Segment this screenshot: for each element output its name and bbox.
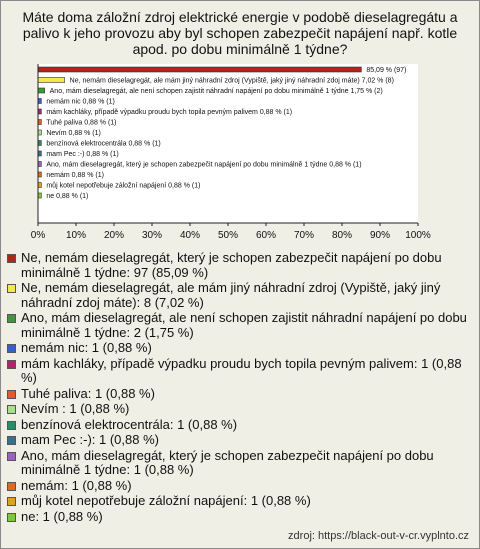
bar [38,162,41,167]
x-tick-label: 40% [179,230,201,241]
bar [38,141,41,146]
legend-label: Ano, mám dieselagregát, který je schopen zabezpečit napájení po dobu minimálně 1 týdne: 1 (0,88 %) [21,447,434,477]
legend-label: nemám nic: 1 (0,88 %) [21,340,152,355]
legend-label: mám kachláky, případě výpadku proudu bych topila pevným palivem: 1 (0,88 %) [21,355,462,385]
legend-swatch [7,405,16,414]
legend-item [7,341,473,356]
legend-label: Nevím : 1 (0,88 %) [21,401,130,416]
bar-label: Tuhé paliva 0,88 % (1) [46,119,117,127]
legend-item [7,433,473,448]
x-tick-label: 100% [405,230,431,241]
bar-label: nemám nic 0,88 % (1) [46,98,115,106]
legend-item [7,387,473,402]
legend-swatch [7,344,16,353]
legend-swatch [7,452,16,461]
legend-swatch [7,360,16,369]
bar-label: Nevím 0,88 % (1) [46,130,101,137]
legend-item [7,510,473,525]
legend-label: nemám: 1 (0,88 %) [21,477,132,493]
bar-label: ne 0,88 % (1) [46,193,89,200]
legend-swatch [7,513,16,522]
legend-item [7,494,473,509]
chart-legend [7,251,473,525]
bar [38,99,41,104]
x-tick-label: 20% [103,230,125,241]
bar-label: mam Pec :-) 0,88 % (1) [46,151,119,158]
legend-label: mam Pec :-): 1 (0,88 %) [21,432,159,447]
bar [38,88,45,93]
legend-swatch [7,254,16,263]
x-tick-label: 60% [255,230,277,241]
legend-label: ne: 1 (0,88 %) [21,508,103,524]
x-tick-label: 90% [369,230,391,241]
bar [38,151,41,156]
legend-swatch [7,482,16,491]
legend-swatch [7,436,16,445]
x-tick-label: 70% [293,230,315,241]
x-tick-label: 10% [65,230,87,241]
legend-item [7,479,473,494]
legend-item [7,357,473,386]
bar [38,120,41,125]
legend-item [7,251,473,280]
bar [38,193,41,198]
source-credit: zdroj: https://black-out-v-cr.vyplnto.cz [288,530,469,542]
legend-swatch [7,421,16,430]
legend-item [7,311,473,340]
legend-swatch [7,390,16,399]
bar-label: Ano, mám dieselagregát, který je schopen zabezpečit napájení po dobu minimálně 1 týdne 0,88 % (1) [46,161,362,169]
bar-label: nemám 0,88 % (1) [46,172,104,179]
bar [38,109,41,114]
x-tick-label: 30% [141,230,163,241]
bar [38,78,65,83]
legend-item [7,418,473,433]
legend-label: benzínová elektrocentrála: 1 (0,88 %) [21,416,238,432]
x-tick-label: 0% [30,230,46,241]
legend-item [7,402,473,417]
x-tick-label: 50% [217,230,239,241]
bar-chart-plot [1,1,479,251]
bar-label: 85,09 % (97) [366,67,407,74]
bar [38,183,41,188]
legend-swatch [7,314,16,323]
bar-label: Ano, mám dieselagregát, ale není schopen zajistit náhradní napájení po dobu minimálně 1 týdne 1,75 % (2) [49,88,383,95]
legend-label: můj kotel nepotřebuje záložní napájení: 1 (0,88 %) [21,493,311,508]
bar-label: benzínová elektrocentrála 0,88 % (1) [46,140,161,148]
chart-title: Máte doma záložní zdroj elektrické energie v podobě dieselagregátu a palivo k jeho provozu aby byl schopen zabezpečit napájení např. kotle apod. po dobu minimálně 1 týdne? [22,9,458,57]
bar [38,130,41,135]
x-tick-label: 80% [331,230,353,241]
legend-label: Ano, mám dieselagregát, ale není schopen zajistit náhradní napájení po dobu minimálně 1 týdne: 2 (1,75 %) [21,310,467,340]
legend-label: Ne, nemám dieselagregát, ale mám jiný náhradní zdroj (Vypiště, jaký jiný náhradní zdoj máte): 8 (7,02 %) [21,280,441,310]
legend-item [7,281,473,310]
bar [38,67,361,72]
legend-swatch [7,497,16,506]
legend-item [7,449,473,478]
legend-label: Ne, nemám dieselagregát, který je schopen zabezpečit napájení po dobu minimálně 1 týdne: 97 (85,09 %) [21,250,442,280]
bar-label: Ne, nemám dieselagregát, ale mám jiný náhradní zdroj (Vypiště, jaký jiný náhradní zdoj máte) 7,02 % (8) [69,77,394,85]
legend-label: Tuhé paliva: 1 (0,88 %) [21,385,155,401]
bar-label: můj kotel nepotřebuje záložní napájení 0,88 % (1) [46,182,201,190]
bar [38,172,41,177]
legend-swatch [7,284,16,293]
bar-label: mám kachláky, případě výpadku proudu bych topila pevným palivem 0,88 % (1) [46,109,293,116]
